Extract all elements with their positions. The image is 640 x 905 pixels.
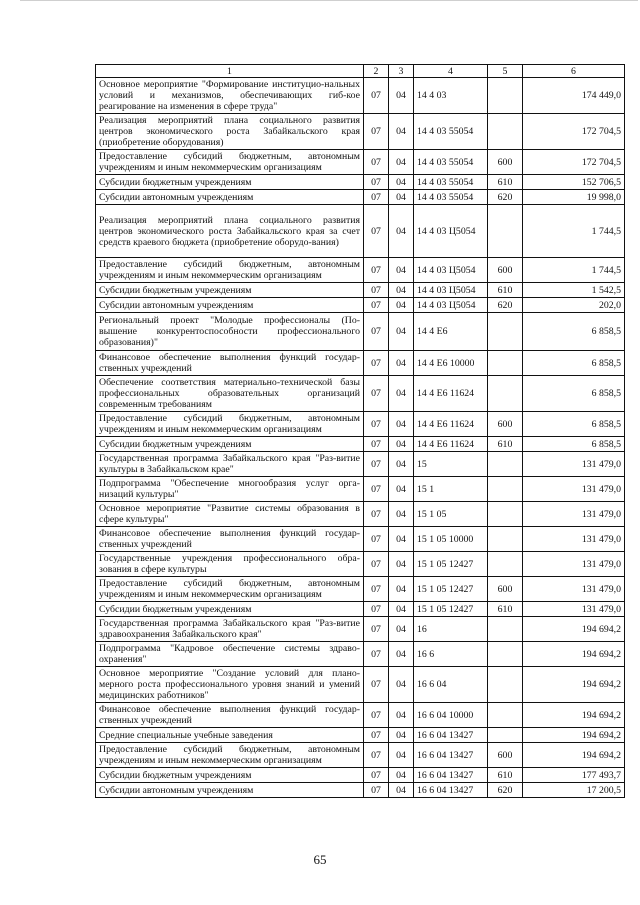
row-target-article: 14 4 03 (414, 78, 488, 114)
row-target-article: 14 4 03 Ц5054 (414, 205, 488, 258)
row-target-article: 14 4 Е6 11624 (414, 412, 488, 437)
row-amount: 131 479,0 (523, 477, 625, 502)
row-target-article: 15 1 05 (414, 502, 488, 527)
table-row (96, 175, 625, 190)
row-subsection: 04 (389, 602, 414, 617)
row-name: Государственная программа Забайкальского края "Раз-витие культуры в Забайкальском крае" (96, 452, 364, 477)
row-name: Подпрограмма "Кадровое обеспечение системы здраво-охранения" (96, 642, 364, 667)
row-subsection: 04 (389, 743, 414, 768)
row-section: 07 (364, 437, 389, 452)
row-subsection: 04 (389, 258, 414, 283)
row-name: Финансовое обеспечение выполнения функций государ-ственных учреждений (96, 527, 364, 552)
row-name: Средние специальные учебные заведения (96, 728, 364, 743)
row-section: 07 (364, 313, 389, 351)
row-expense-type: 600 (488, 258, 523, 283)
row-section: 07 (364, 283, 389, 298)
table-row (96, 78, 625, 114)
row-name: Предоставление субсидий бюджетным, автономным учреждениям и иным некоммерческим организациям (96, 577, 364, 602)
row-name: Государственная программа Забайкальского края "Раз-витие здравоохранения Забайкальского края" (96, 617, 364, 642)
row-section: 07 (364, 783, 389, 798)
row-amount: 1 744,5 (523, 258, 625, 283)
row-amount: 6 858,5 (523, 313, 625, 351)
row-section: 07 (364, 728, 389, 743)
row-expense-type: 610 (488, 175, 523, 190)
scan-edge-line (20, 0, 638, 1)
table-row (96, 502, 625, 527)
row-target-article: 14 4 03 55054 (414, 114, 488, 150)
row-name: Субсидии бюджетным учреждениям (96, 437, 364, 452)
header-col-4: 4 (414, 65, 488, 78)
row-subsection: 04 (389, 437, 414, 452)
row-name: Реализация мероприятий плана социального развития центров экономического роста Забайкальского края за счет средств краевого бюджета (приобретение оборудо-вания) (96, 205, 364, 258)
row-amount: 6 858,5 (523, 437, 625, 452)
row-target-article: 14 4 Е6 (414, 313, 488, 351)
row-section: 07 (364, 298, 389, 313)
row-expense-type (488, 667, 523, 703)
row-target-article: 14 4 03 Ц5054 (414, 283, 488, 298)
row-subsection: 04 (389, 667, 414, 703)
row-name: Государственные учреждения профессионального обра-зования в сфере культуры (96, 552, 364, 577)
row-subsection: 04 (389, 502, 414, 527)
row-expense-type (488, 205, 523, 258)
row-amount: 6 858,5 (523, 412, 625, 437)
row-expense-type (488, 728, 523, 743)
row-name: Предоставление субсидий бюджетным, автономным учреждениям и иным некоммерческим организациям (96, 150, 364, 175)
row-expense-type (488, 114, 523, 150)
row-expense-type: 620 (488, 190, 523, 205)
table-row (96, 437, 625, 452)
row-target-article: 14 4 03 55054 (414, 190, 488, 205)
table-row (96, 552, 625, 577)
row-subsection: 04 (389, 78, 414, 114)
row-section: 07 (364, 376, 389, 412)
table-row (96, 351, 625, 376)
row-target-article: 14 4 Е6 11624 (414, 437, 488, 452)
row-name: Основное мероприятие "Развитие системы образования в сфере культуры" (96, 502, 364, 527)
row-section: 07 (364, 703, 389, 728)
row-amount: 131 479,0 (523, 502, 625, 527)
table-body (96, 78, 625, 798)
table-row (96, 768, 625, 783)
budget-table (95, 64, 625, 798)
header-col-6: 6 (523, 65, 625, 78)
row-amount: 131 479,0 (523, 552, 625, 577)
row-name: Субсидии бюджетным учреждениям (96, 768, 364, 783)
row-subsection: 04 (389, 577, 414, 602)
table-row (96, 376, 625, 412)
row-subsection: 04 (389, 283, 414, 298)
row-section: 07 (364, 351, 389, 376)
row-section: 07 (364, 743, 389, 768)
row-amount: 131 479,0 (523, 577, 625, 602)
row-subsection: 04 (389, 728, 414, 743)
row-expense-type (488, 617, 523, 642)
row-amount: 1 542,5 (523, 283, 625, 298)
row-amount: 19 998,0 (523, 190, 625, 205)
row-amount: 194 694,2 (523, 703, 625, 728)
row-subsection: 04 (389, 376, 414, 412)
row-section: 07 (364, 577, 389, 602)
row-section: 07 (364, 258, 389, 283)
row-expense-type: 620 (488, 298, 523, 313)
row-target-article: 16 6 04 13427 (414, 728, 488, 743)
row-name: Финансовое обеспечение выполнения функций государ-ственных учреждений (96, 351, 364, 376)
row-name: Субсидии автономным учреждениям (96, 783, 364, 798)
table-header-row (96, 65, 625, 78)
row-name: Субсидии автономным учреждениям (96, 298, 364, 313)
table-row (96, 313, 625, 351)
row-subsection: 04 (389, 205, 414, 258)
row-subsection: 04 (389, 351, 414, 376)
row-section: 07 (364, 190, 389, 205)
row-subsection: 04 (389, 642, 414, 667)
row-target-article: 15 1 05 10000 (414, 527, 488, 552)
row-amount: 1 744,5 (523, 205, 625, 258)
row-target-article: 16 6 04 13427 (414, 768, 488, 783)
table-row (96, 477, 625, 502)
row-expense-type: 600 (488, 150, 523, 175)
row-subsection: 04 (389, 313, 414, 351)
row-expense-type (488, 313, 523, 351)
table-row (96, 783, 625, 798)
row-amount: 17 200,5 (523, 783, 625, 798)
row-target-article: 16 6 04 (414, 667, 488, 703)
row-section: 07 (364, 667, 389, 703)
row-section: 07 (364, 78, 389, 114)
table-row (96, 114, 625, 150)
row-name: Предоставление субсидий бюджетным, автономным учреждениям и иным некоммерческим организациям (96, 258, 364, 283)
row-section: 07 (364, 617, 389, 642)
row-expense-type (488, 477, 523, 502)
row-amount: 131 479,0 (523, 602, 625, 617)
row-expense-type: 610 (488, 602, 523, 617)
row-amount: 152 706,5 (523, 175, 625, 190)
row-subsection: 04 (389, 298, 414, 313)
table-row (96, 298, 625, 313)
row-subsection: 04 (389, 783, 414, 798)
row-name: Субсидии бюджетным учреждениям (96, 283, 364, 298)
row-name: Подпрограмма "Обеспечение многообразия услуг орга-низаций культуры" (96, 477, 364, 502)
row-target-article: 15 (414, 452, 488, 477)
row-section: 07 (364, 502, 389, 527)
row-target-article: 15 1 (414, 477, 488, 502)
row-target-article: 14 4 Е6 11624 (414, 376, 488, 412)
table-row (96, 617, 625, 642)
row-amount: 6 858,5 (523, 351, 625, 376)
row-target-article: 16 6 04 10000 (414, 703, 488, 728)
row-section: 07 (364, 602, 389, 617)
row-expense-type: 620 (488, 783, 523, 798)
row-target-article: 14 4 03 55054 (414, 150, 488, 175)
row-expense-type: 610 (488, 768, 523, 783)
table-row (96, 728, 625, 743)
row-expense-type (488, 376, 523, 412)
row-subsection: 04 (389, 150, 414, 175)
row-section: 07 (364, 412, 389, 437)
row-target-article: 14 4 Е6 10000 (414, 351, 488, 376)
row-section: 07 (364, 552, 389, 577)
table-row (96, 527, 625, 552)
row-section: 07 (364, 114, 389, 150)
table-row (96, 602, 625, 617)
row-target-article: 14 4 03 Ц5054 (414, 258, 488, 283)
row-subsection: 04 (389, 477, 414, 502)
row-name: Предоставление субсидий бюджетным, автономным учреждениям и иным некоммерческим организациям (96, 412, 364, 437)
row-section: 07 (364, 768, 389, 783)
row-name: Субсидии бюджетным учреждениям (96, 175, 364, 190)
header-col-3: 3 (389, 65, 414, 78)
row-amount: 194 694,2 (523, 642, 625, 667)
row-expense-type: 610 (488, 283, 523, 298)
row-name: Финансовое обеспечение выполнения функций государ-ственных учреждений (96, 703, 364, 728)
row-section: 07 (364, 477, 389, 502)
table-row (96, 642, 625, 667)
table-row (96, 743, 625, 768)
row-expense-type (488, 351, 523, 376)
row-subsection: 04 (389, 527, 414, 552)
row-name: Субсидии бюджетным учреждениям (96, 602, 364, 617)
row-expense-type (488, 502, 523, 527)
row-name: Предоставление субсидий бюджетным, автономным учреждениям и иным некоммерческим организациям (96, 743, 364, 768)
row-subsection: 04 (389, 452, 414, 477)
table-row (96, 283, 625, 298)
row-section: 07 (364, 642, 389, 667)
row-amount: 202,0 (523, 298, 625, 313)
page-number: 65 (313, 852, 327, 867)
row-amount: 177 493,7 (523, 768, 625, 783)
table-row (96, 412, 625, 437)
row-expense-type (488, 703, 523, 728)
row-section: 07 (364, 205, 389, 258)
row-expense-type (488, 527, 523, 552)
header-col-2: 2 (364, 65, 389, 78)
row-name: Реализация мероприятий плана социального развития центров экономического роста Забайкальского края (приобретение оборудования) (96, 114, 364, 150)
row-subsection: 04 (389, 114, 414, 150)
row-amount: 194 694,2 (523, 743, 625, 768)
row-amount: 194 694,2 (523, 617, 625, 642)
row-expense-type (488, 452, 523, 477)
table-row (96, 150, 625, 175)
row-target-article: 16 6 04 13427 (414, 743, 488, 768)
row-subsection: 04 (389, 175, 414, 190)
row-name: Субсидии автономным учреждениям (96, 190, 364, 205)
row-expense-type: 610 (488, 437, 523, 452)
row-target-article: 14 4 03 Ц5054 (414, 298, 488, 313)
row-subsection: 04 (389, 552, 414, 577)
row-name: Основное мероприятие "Формирование институцио-нальных условий и механизмов, обеспечивающих гиб-кое реагирование на изменения в сфере труда" (96, 78, 364, 114)
row-amount: 174 449,0 (523, 78, 625, 114)
row-expense-type: 600 (488, 743, 523, 768)
row-expense-type (488, 552, 523, 577)
row-expense-type (488, 642, 523, 667)
table-row (96, 190, 625, 205)
row-amount: 131 479,0 (523, 527, 625, 552)
header-col-5: 5 (488, 65, 523, 78)
row-name: Обеспечение соответствия материально-технической базы профессиональных образовательных организаций современным требованиям (96, 376, 364, 412)
row-expense-type: 600 (488, 577, 523, 602)
row-subsection: 04 (389, 190, 414, 205)
row-amount: 131 479,0 (523, 452, 625, 477)
row-target-article: 14 4 03 55054 (414, 175, 488, 190)
row-name: Основное мероприятие "Создание условий для плано-мерного роста профессионального уровня знаний и умений медицинских работников" (96, 667, 364, 703)
row-subsection: 04 (389, 412, 414, 437)
row-target-article: 15 1 05 12427 (414, 602, 488, 617)
row-target-article: 15 1 05 12427 (414, 577, 488, 602)
row-target-article: 16 6 04 13427 (414, 783, 488, 798)
row-subsection: 04 (389, 768, 414, 783)
row-amount: 194 694,2 (523, 667, 625, 703)
table-row (96, 703, 625, 728)
table-row (96, 205, 625, 258)
table-row (96, 258, 625, 283)
table-row (96, 452, 625, 477)
row-amount: 172 704,5 (523, 114, 625, 150)
row-amount: 194 694,2 (523, 728, 625, 743)
row-target-article: 16 (414, 617, 488, 642)
row-target-article: 16 6 (414, 642, 488, 667)
table-row (96, 667, 625, 703)
row-section: 07 (364, 175, 389, 190)
row-amount: 172 704,5 (523, 150, 625, 175)
row-expense-type (488, 78, 523, 114)
header-col-1: 1 (96, 65, 364, 78)
row-expense-type: 600 (488, 412, 523, 437)
row-subsection: 04 (389, 617, 414, 642)
table-row (96, 577, 625, 602)
row-name: Региональный проект "Молодые профессионалы (По-вышение конкурентоспособности профессионального образования)" (96, 313, 364, 351)
row-section: 07 (364, 150, 389, 175)
row-amount: 6 858,5 (523, 376, 625, 412)
row-subsection: 04 (389, 703, 414, 728)
row-target-article: 15 1 05 12427 (414, 552, 488, 577)
row-section: 07 (364, 452, 389, 477)
row-section: 07 (364, 527, 389, 552)
